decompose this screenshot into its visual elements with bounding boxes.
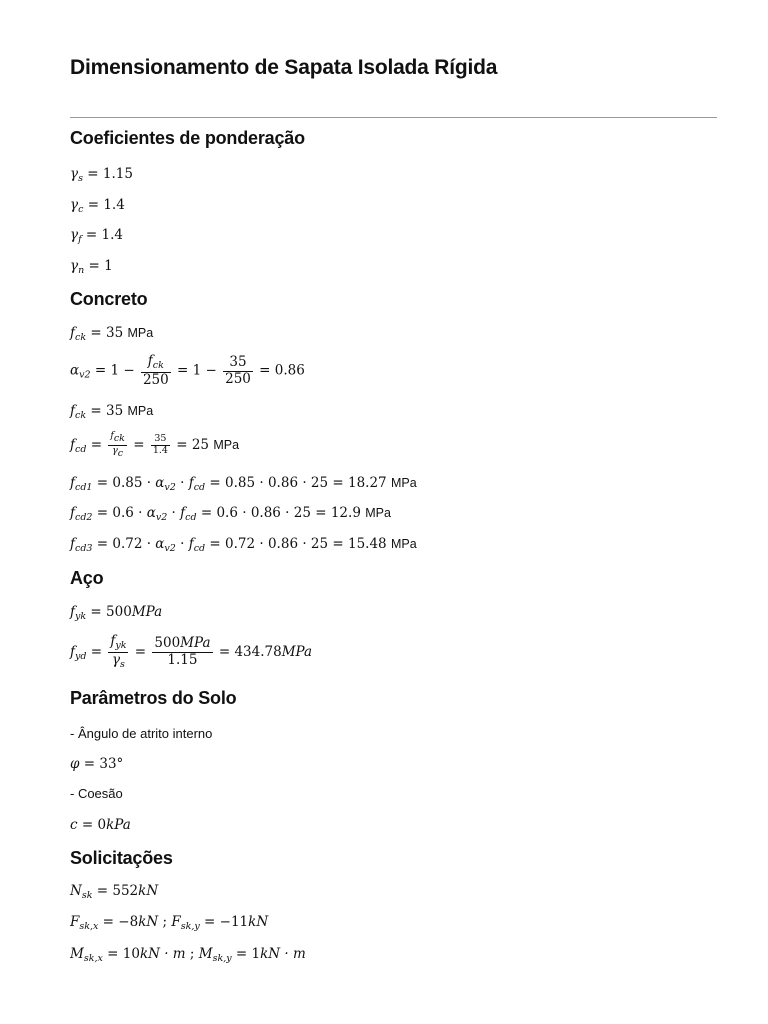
angulo-label: - Ângulo de atrito interno <box>70 726 213 741</box>
coesao-label: - Coesão <box>70 786 123 801</box>
gamma-s: $\gamma_s = 1.15$ <box>70 166 133 184</box>
heading-solicitacoes: Solicitações <box>70 848 173 868</box>
divider <box>70 117 717 118</box>
fcd1-line: $f_{cd1} = 0.85 \cdot \alpha_{v2} \cdot f_{cd} = 0.85 \cdot 0.86 \cdot 25 = 18.27$ MPa <box>70 475 417 493</box>
heading-solo: Parâmetros do Solo <box>70 688 237 708</box>
gamma-c: $\gamma_c = 1.4$ <box>70 197 125 215</box>
fck-line-2: $f_{ck} = 35$ MPa <box>70 403 154 421</box>
heading-concreto: Concreto <box>70 289 148 309</box>
fck-line: $f_{ck} = 35$ MPa <box>70 325 154 343</box>
fcd-line: $f_{cd}$ = $\frac{f_{ck}}{\gamma_c}$ = $\frac{35}{1.4}$ = 25 MPa <box>70 430 240 459</box>
fcd2-line: $f_{cd2} = 0.6 \cdot \alpha_{v2} \cdot f_{cd} = 0.6 \cdot 0.86 \cdot 25 = 12.9$ MPa <box>70 505 391 523</box>
fcd3-line: $f_{cd3} = 0.72 \cdot \alpha_{v2} \cdot f_{cd} = 0.72 \cdot 0.86 \cdot 25 = 15.48$ MPa <box>70 536 417 554</box>
gamma-n: $\gamma_n = 1$ <box>70 258 113 276</box>
c-line: c = 0kPa <box>70 817 131 833</box>
alpha-v2-line: $\alpha_{v2} = 1$ − $\frac{f_{ck}}{250}$ = 1 − $\frac{35}{250}$ = 0.86 <box>70 353 305 388</box>
nsk-line: $N_{sk} = 552kN$ <box>70 883 159 901</box>
fsk-line: $F_{sk,x} = -8kN$ ; $F_{sk,y} = -11kN$ <box>70 914 269 932</box>
gamma-f: $\gamma_f = 1.4$ <box>70 227 123 245</box>
phi-line: φ = 33° <box>70 756 124 772</box>
page-title: Dimensionamento de Sapata Isolada Rígida <box>70 56 498 79</box>
heading-coeficientes: Coeficientes de ponderação <box>70 128 305 148</box>
fyd-line: $f_{yd}$ = $\frac{f_{yk}}{\gamma_s}$ = $\frac{\text{500MPa}}{1.15}$ = 434.78MPa <box>70 633 313 670</box>
fyk-line: $f_{yk} = 500MPa$ <box>70 604 163 622</box>
heading-aco: Aço <box>70 568 104 588</box>
msk-line: $M_{sk,x} = 10kN \cdot m$ ; $M_{sk,y} = 1kN \cdot m$ <box>70 946 306 964</box>
